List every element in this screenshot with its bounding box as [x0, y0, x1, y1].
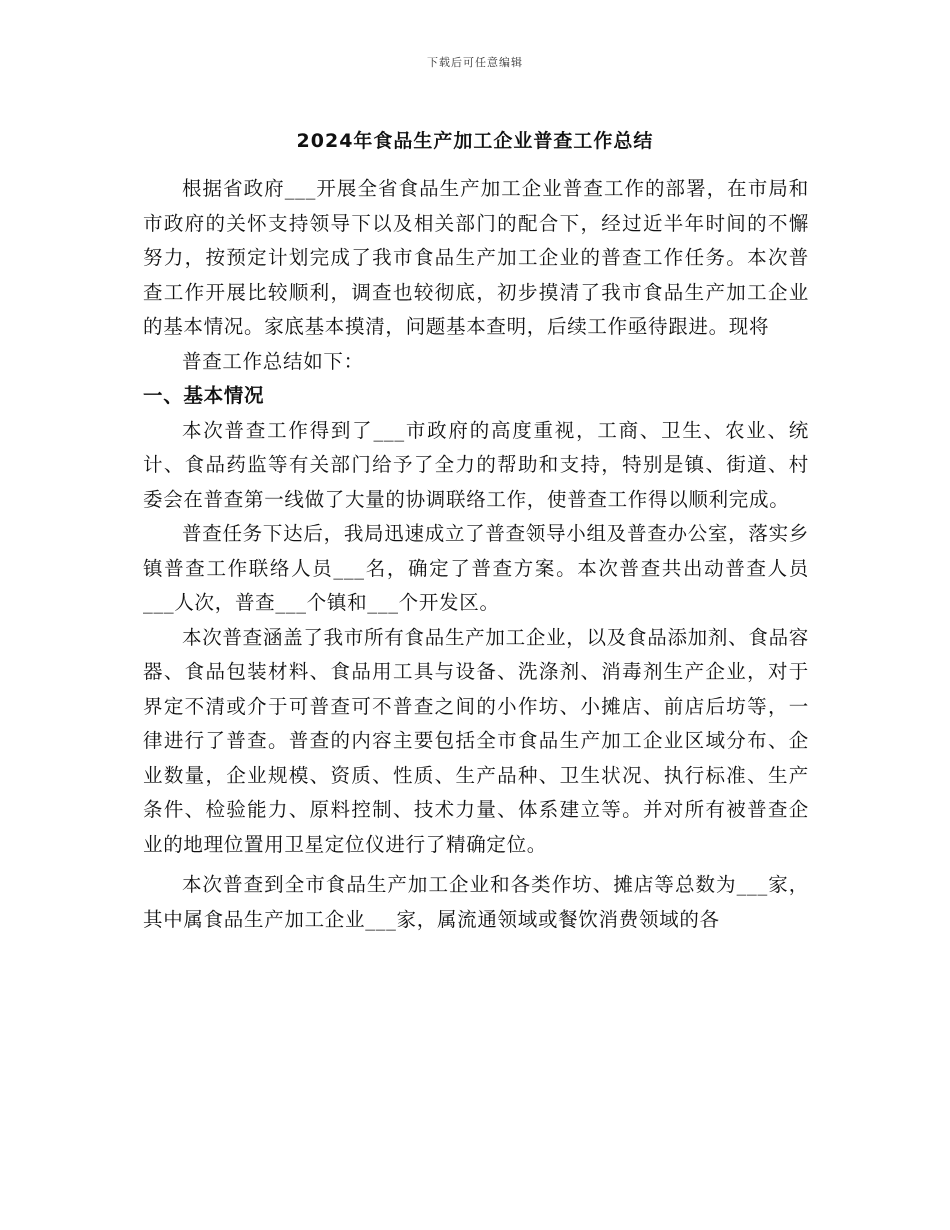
paragraph-scope: 本次普查涵盖了我市所有食品生产加工企业，以及食品添加剂、食品容器、食品包装材料、食品用工具与设备、洗涤剂、消毒剂生产企业，对于界定不清或介于可普查可不普查之间的小作坊、小摊店、前店后坊等，一律进行了普查。普查的内容主要包括全市食品生产加工企业区域分布、企业数量，企业规模、资质、性质、生产品种、卫生状况、执行标准、生产条件、检验能力、原料控制、技术力量、体系建立等。并对所有被普查企业的地理位置用卫星定位仪进行了精确定位。	[143, 625, 809, 856]
paragraph-intro: 根据省政府___开展全省食品生产加工企业普查工作的部署，在市局和市政府的关怀支持领导下以及相关部门的配合下，经过近半年时间的不懈努力，按预定计划完成了我市食品生产加工企业的普查工作任务。本次普查工作开展比较顺利，调查也较彻底，初步摸清了我市食品生产加工企业的基本情况。家底基本摸清，问题基本查明，后续工作亟待跟进。现将	[143, 177, 809, 338]
document-body	[143, 172, 809, 937]
document-title: 2024年食品生产加工企业普查工作总结	[296, 130, 654, 152]
paragraph-results: 本次普查到全市食品生产加工企业和各类作坊、摊店等总数为___家，其中属食品生产加工企业___家，属流通领域或餐饮消费领域的各	[143, 873, 809, 931]
paragraph-support: 本次普查工作得到了___市政府的高度重视，工商、卫生、农业、统计、食品药监等有关部门给予了全力的帮助和支持，特别是镇、街道、村委会在普查第一线做了大量的协调联络工作，使普查工作得以顺利完成。	[143, 418, 809, 511]
paragraph-organization: 普查任务下达后，我局迅速成立了普查领导小组及普查办公室，落实乡镇普查工作联络人员___名，确定了普查方案。本次普查共出动普查人员___人次，普查___个镇和___个开发区。	[143, 522, 809, 614]
header-note: 下载后可任意编辑	[427, 56, 523, 69]
paragraph-summary-lead: 普查工作总结如下：	[182, 349, 364, 373]
section-heading-basic: 一、基本情况	[143, 384, 265, 407]
